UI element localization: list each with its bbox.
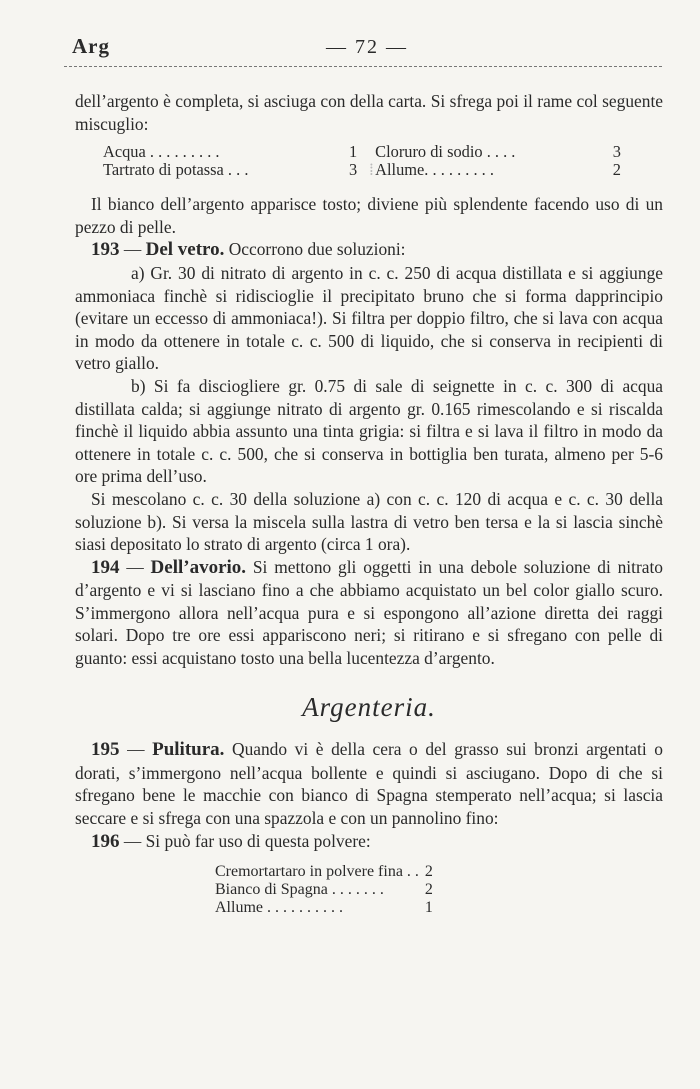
ingredient-row bbox=[215, 899, 433, 917]
ingredient-table-polish bbox=[215, 863, 433, 917]
section-number: 196 bbox=[91, 830, 120, 852]
ingredient-table-silver bbox=[103, 143, 633, 179]
paragraph: b) Si fa disciogliere gr. 0.75 di sale di seignette in c. c. 300 di acqua distillata calda; si aggiunge nitrato di argento gr. 0.165 rimescolando e si riscalda finchè il liquido abbia assunto una tinta grigia: si filtra e si lava il filtro in modo da ottenere in totale c. c. 500, che si conserva in bottiglia ben turata, almeno per 5-6 ore prima dell’uso. bbox=[75, 375, 663, 487]
section-196 bbox=[75, 830, 663, 854]
paragraph: Il bianco dell’argento apparisce tosto; diviene più splendente facendo uso di un pezzo di pelle. bbox=[75, 194, 663, 237]
ingredient-amount: 3 bbox=[348, 160, 358, 180]
ingredient-name: Cremortartaro in polvere fina . . bbox=[215, 863, 419, 881]
ingredient-amount: 1 bbox=[348, 142, 358, 162]
column-divider: ⁞ bbox=[369, 160, 374, 180]
section-text: Si può far uso di questa polvere: bbox=[145, 830, 371, 851]
ingredient-name: Allume. . . . . . . . . bbox=[375, 160, 494, 180]
ingredient-row bbox=[103, 143, 633, 161]
ingredient-name: Acqua . . . . . . . . . bbox=[103, 142, 220, 162]
section-number: 194 bbox=[91, 556, 120, 578]
ingredient-name: Bianco di Spagna . . . . . . . bbox=[215, 881, 384, 899]
section-dash: — bbox=[119, 556, 151, 577]
section-text: Occorrono due soluzioni: bbox=[224, 239, 406, 260]
ingredient-amount: 3 bbox=[612, 142, 621, 162]
ingredient-name: Cloruro di sodio . . . . bbox=[375, 142, 516, 162]
section-text: Si mettono gli oggetti in una debole soluzione di nitrato d’argento e vi si lasciano fino a che abbiamo acquistato un bel color giallo scuro. S’immergono allora nell’acqua pura e si espongono all’azione diretta dei raggi solari. Dopo tre ore essi appariscono neri; si ritirano e si sfregano con pelle di guanto: essi acquistano tosto una bella lucentezza d’argento. bbox=[75, 556, 663, 669]
ingredient-amount: 2 bbox=[424, 863, 433, 881]
chapter-heading: Argenteria. bbox=[302, 691, 436, 722]
section-title: Pulitura. bbox=[152, 739, 225, 761]
ingredient-amount: 2 bbox=[424, 881, 433, 899]
ingredient-amount: 1 bbox=[424, 899, 433, 917]
page-body bbox=[75, 90, 663, 917]
section-dash: — bbox=[119, 239, 146, 260]
section-text: Quando vi è della cera o del grasso sui bronzi argentati o dorati, s’immergono nell’acqua bollente e quindi si asciugano. Dopo di che si sfregano bene le macchie con bianco di Spagna stemperato nell’acqua; si lascia seccare e si sfrega con una spazzola e con un pannolino fino: bbox=[75, 739, 663, 829]
section-title: Del vetro. bbox=[145, 239, 225, 261]
section-dash: — bbox=[119, 739, 153, 760]
ingredient-name: Tartrato di potassa . . . bbox=[103, 160, 249, 180]
section-193 bbox=[75, 238, 663, 262]
header-rule bbox=[64, 66, 662, 67]
section-title: Dell’avorio. bbox=[150, 556, 247, 578]
running-header bbox=[72, 34, 662, 64]
header-title: Arg bbox=[72, 34, 110, 58]
ingredient-row bbox=[215, 881, 433, 899]
page-number: — 72 — bbox=[326, 36, 408, 58]
section-dash: — bbox=[119, 830, 146, 851]
paragraph: Si mescolano c. c. 30 della soluzione a) con c. c. 120 di acqua e c. c. 30 della soluzione b). Si versa la miscela sulla lastra di vetro ben tersa e la si lascia sinchè siasi depositato lo strato di argento (circa 1 ora). bbox=[75, 488, 663, 555]
ingredient-name: Allume . . . . . . . . . . bbox=[215, 899, 343, 917]
section-194 bbox=[75, 556, 663, 670]
paragraph: dell’argento è completa, si asciuga con della carta. Si sfrega poi il rame col seguente miscuglio: bbox=[75, 91, 663, 134]
section-number: 195 bbox=[91, 739, 120, 761]
section-195 bbox=[75, 738, 663, 829]
section-number: 193 bbox=[91, 239, 120, 261]
ingredient-row bbox=[215, 863, 433, 881]
ingredient-amount: 2 bbox=[612, 160, 621, 180]
paragraph: a) Gr. 30 di nitrato di argento in c. c. 250 di acqua distillata e si aggiunge ammoniaca finchè si ridiscioglie il precipitato bruno che si forma dapprincipio (evitare un eccesso di ammoniaca!). Si filtra per doppio filtro, che si lava con acqua in modo da ottenere in totale c. c. 500 di liquido, che si conserva in recipienti di vetro giallo. bbox=[75, 262, 663, 374]
ingredient-row bbox=[103, 161, 633, 179]
